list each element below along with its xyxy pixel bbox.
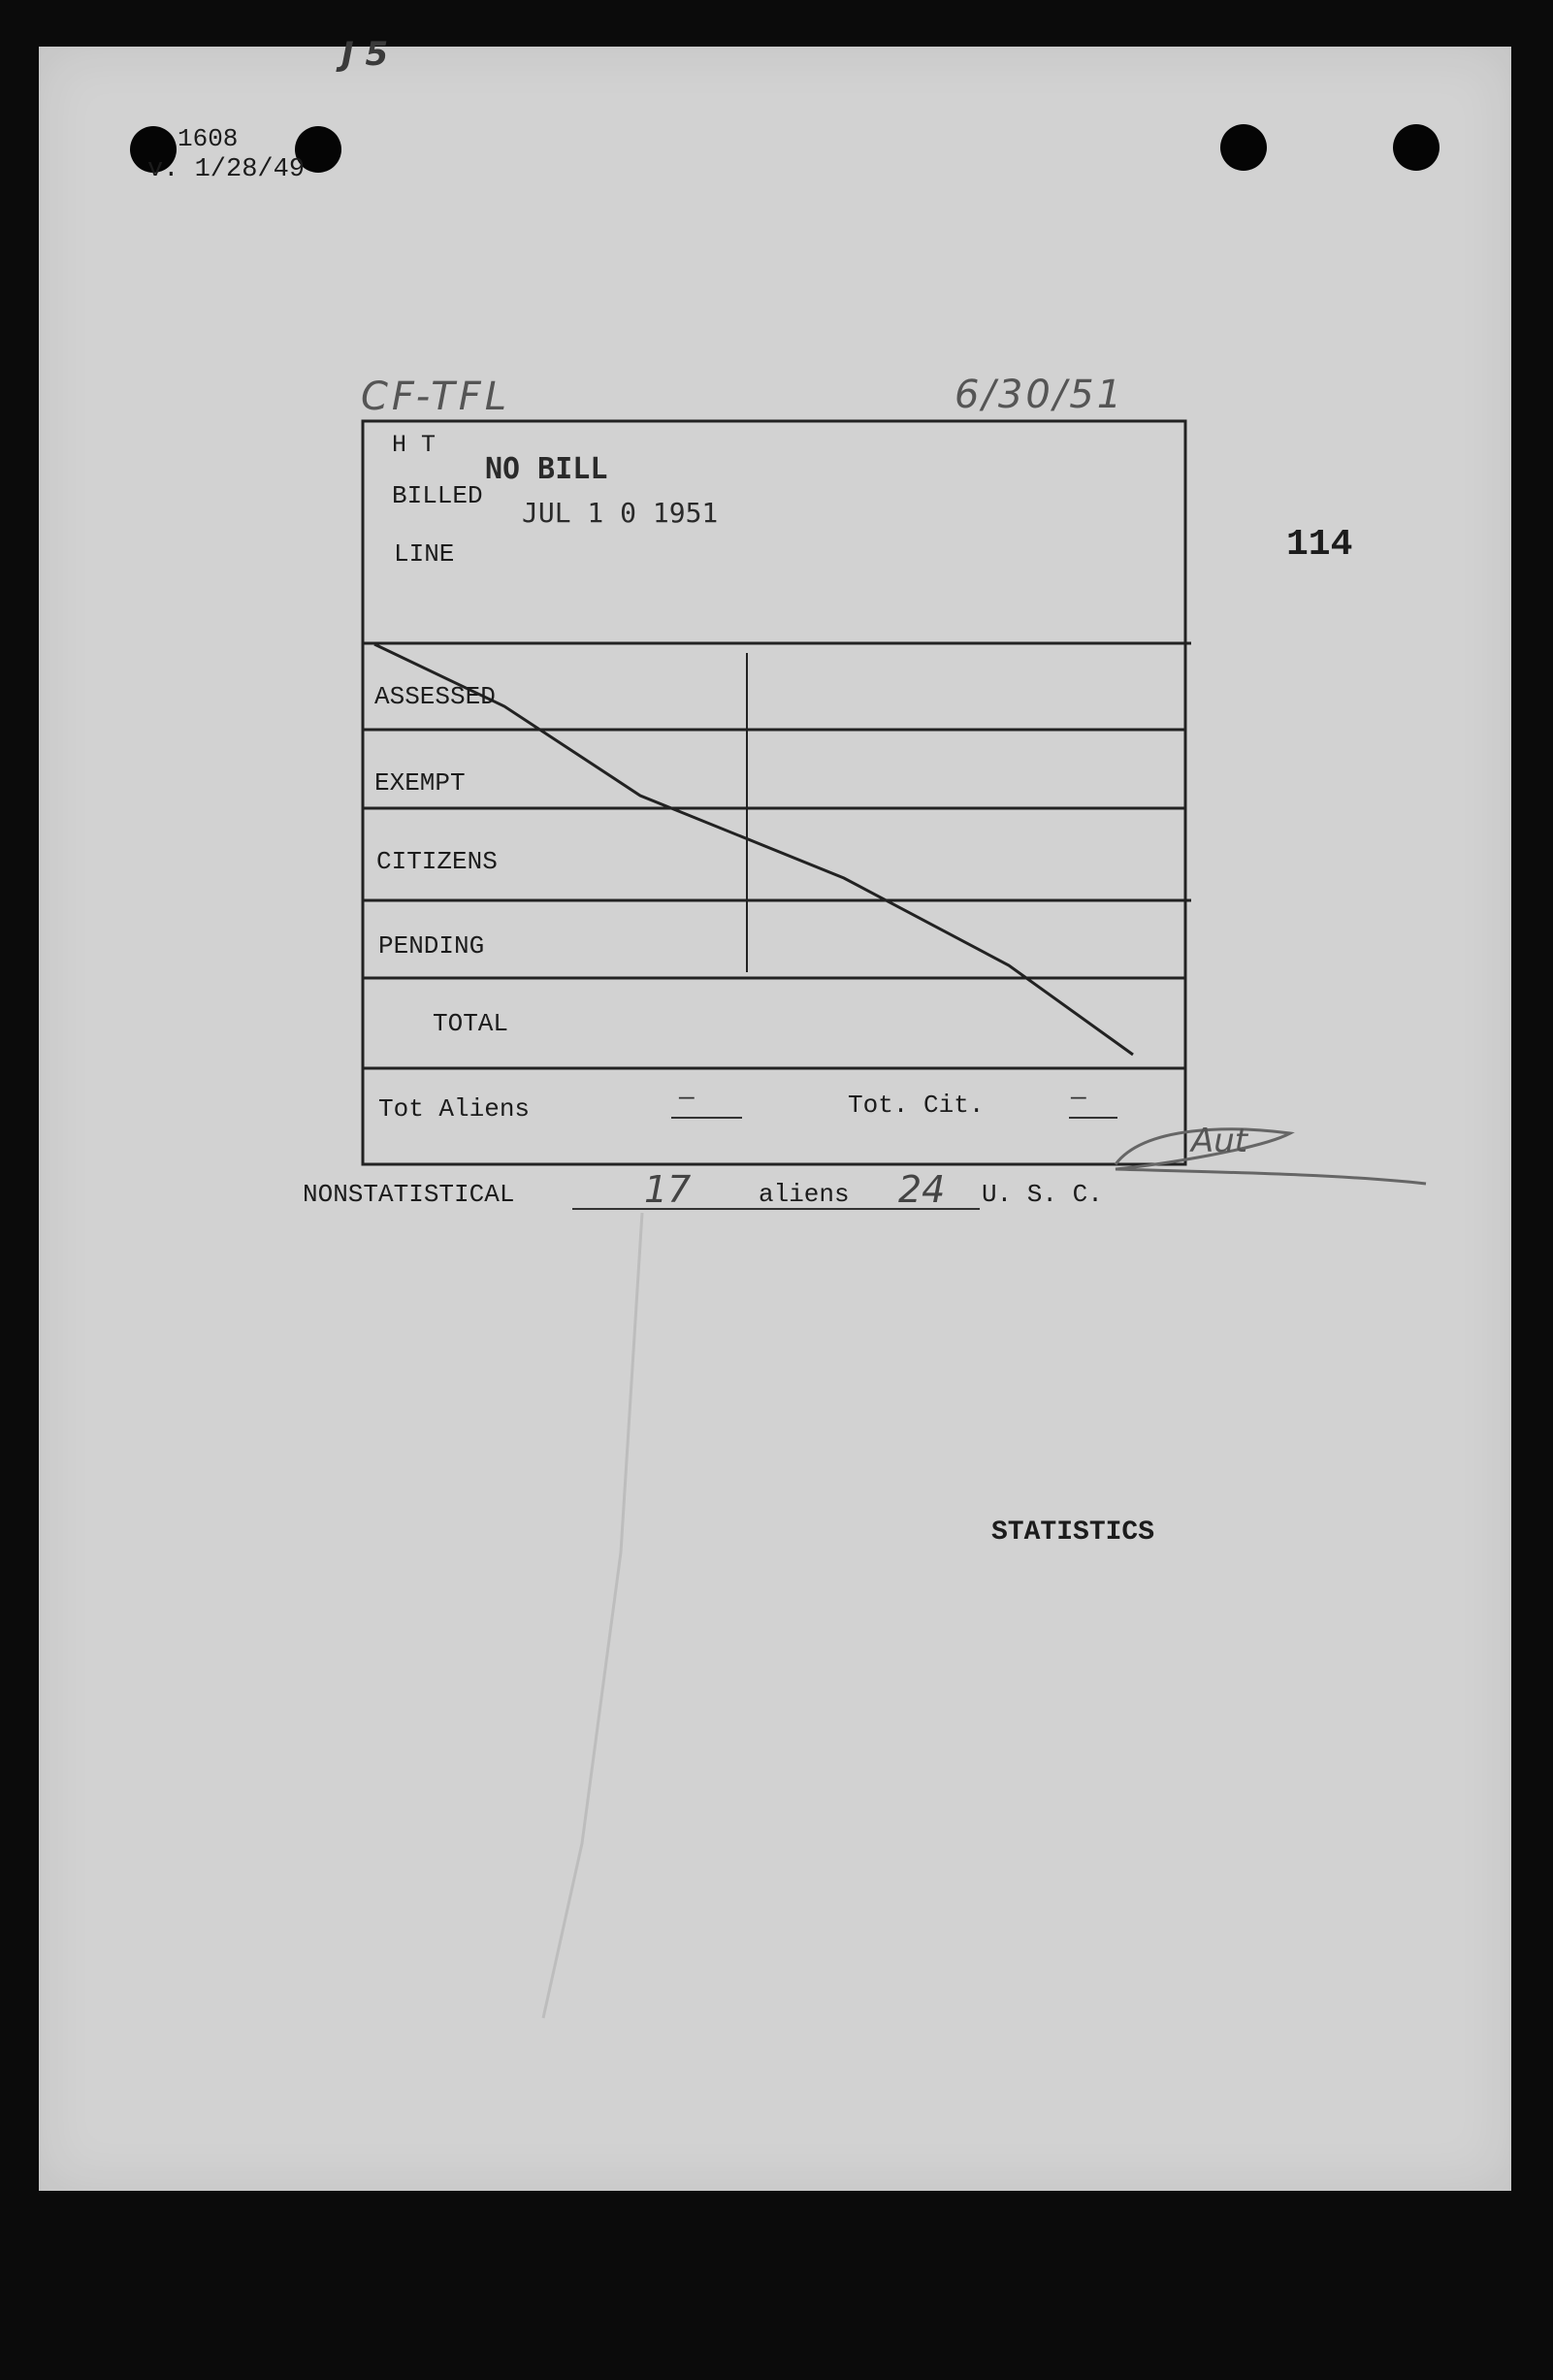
row-label-pending: PENDING xyxy=(378,931,485,961)
tot-aliens-label: Tot Aliens xyxy=(378,1094,531,1124)
signature-flourish xyxy=(1116,1129,1426,1184)
handwritten-code: CF-TFL xyxy=(361,375,510,419)
header-label-line: LINE xyxy=(394,539,455,569)
row-label-total: TOTAL xyxy=(433,1009,509,1038)
nonstat-label: NONSTATISTICAL xyxy=(303,1180,515,1209)
header-label-billed: BILLED xyxy=(392,481,483,510)
nonstat-usc-label: U. S. C. xyxy=(982,1180,1103,1209)
tot-cit-value: — xyxy=(1071,1083,1086,1112)
page-number: 114 xyxy=(1286,524,1353,566)
row-label-citizens: CITIZENS xyxy=(376,847,498,876)
stamp-date: JUL 1 0 1951 xyxy=(522,497,719,529)
handwritten-initials: Aut xyxy=(1191,1122,1248,1160)
nonstat-aliens-count: 17 xyxy=(644,1168,692,1211)
tot-cit-label: Tot. Cit. xyxy=(848,1091,985,1120)
handwritten-date: 6/30/51 xyxy=(954,373,1125,417)
tot-aliens-value: — xyxy=(679,1083,695,1112)
nonstat-usc-count: 24 xyxy=(898,1168,946,1211)
row-label-assessed: ASSESSED xyxy=(374,682,496,711)
stamp-title: NO BILL xyxy=(485,452,608,486)
form-revision: v. 1/28/49 xyxy=(147,155,306,184)
statistics-label: STATISTICS xyxy=(991,1517,1155,1548)
nonstat-aliens-label: aliens xyxy=(759,1180,850,1209)
form-number: 1608 xyxy=(178,124,239,153)
header-label-ht: H T xyxy=(392,431,437,459)
table-border xyxy=(363,421,1185,1164)
row-label-exempt: EXEMPT xyxy=(374,768,466,798)
top-mark: J 5 xyxy=(341,35,389,74)
